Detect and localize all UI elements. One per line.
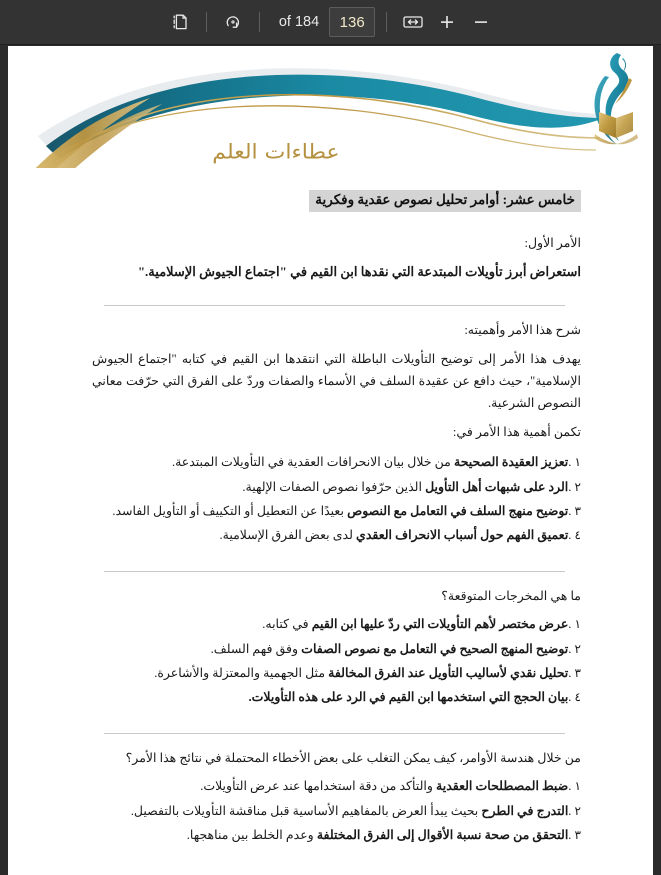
list-item-number: ٢	[574, 479, 581, 494]
list-item-number: ٢	[574, 641, 581, 656]
document-header-banner	[8, 46, 653, 168]
zoom-in-button[interactable]	[430, 7, 464, 37]
list-item-text: من خلال بيان الانحرافات العقدية في التأويلات المبتدعة.	[171, 455, 454, 470]
list-item-text: بعيدًا عن التعطيل أو التكييف أو التأويل الفاسد.	[112, 504, 348, 519]
list-item: ١ .تعزيز العقيدة الصحيحة من خلال بيان الانحرافات العقدية في التأويلات المبتدعة.	[171, 455, 581, 470]
list-item-text: مثل الجهمية والمعتزلة والأشاعرة.	[154, 666, 329, 681]
list-item-emphasis: الرد على شبهات أهل التأويل	[425, 479, 569, 494]
fit-to-width-button[interactable]	[396, 7, 430, 37]
block-paragraph: تكمن أهمية هذا الأمر في:	[452, 425, 581, 440]
order-label: الأمر الأول:	[524, 235, 581, 250]
list-item-number: ١	[574, 617, 581, 632]
rotate-clockwise-icon	[224, 13, 242, 31]
brand-wordmark: عطاءات العلم	[212, 141, 340, 164]
list-item: ٤ .بيان الحجج التي استخدمها ابن القيم في الرد على هذه التأويلات.	[248, 690, 581, 705]
block-paragraph: يهدف هذا الأمر إلى توضيح التأويلات الباطلة التي انتقدها ابن القيم في كتابه "اجتماع الجيوش الإسلامية"، حيث دافع عن عقيدة السلف في الأسماء والصفات وردّ على الفرق التي حرّفت معاني النصوص الشرعية.	[92, 351, 581, 410]
document-body	[8, 168, 653, 847]
list-item: ٣ .توضيح منهج السلف في التعامل مع النصوص بعيدًا عن التعطيل أو التكييف أو التأويل الفاسد.	[112, 504, 581, 519]
toolbar-separator-2	[259, 12, 260, 32]
list-item-number: ٤	[574, 528, 581, 543]
list-item-emphasis: توضيح منهج السلف في التعامل مع النصوص	[347, 504, 569, 519]
list-item-emphasis: التحقق من صحة نسبة الأقوال إلى الفرق المختلفة	[316, 827, 569, 842]
zoom-out-button[interactable]	[464, 7, 498, 37]
fit-to-width-icon	[403, 14, 423, 30]
pdf-viewer-toolbar	[0, 0, 661, 45]
list-item-emphasis: تحليل نقدي لأساليب التأويل عند الفرق المخالفة	[328, 666, 569, 681]
list-item-number: ١	[574, 455, 581, 470]
page-view-button[interactable]	[163, 7, 197, 37]
list-item-number: ١	[574, 779, 581, 794]
list-item-emphasis: التدرج في الطرح	[481, 803, 569, 818]
numbered-list	[92, 612, 581, 710]
list-item-number: ٤	[574, 690, 581, 705]
section-divider	[104, 305, 565, 306]
list-item-number: ٢	[574, 803, 581, 818]
pdf-page-canvas[interactable]	[8, 46, 653, 875]
list-item-emphasis: عرض مختصر لأهم التأويلات التي ردّ عليها ابن القيم	[311, 617, 569, 632]
list-item-emphasis: توضيح المنهج الصحيح في التعامل مع نصوص الصفات	[301, 641, 569, 656]
order-statement: استعراض أبرز تأويلات المبتدعة التي نقدها ابن القيم في "اجتماع الجيوش الإسلامية."	[137, 263, 581, 279]
page-number-input[interactable]	[329, 7, 375, 37]
list-item-number: ٣	[574, 827, 581, 842]
list-item-emphasis: تعزيز العقيدة الصحيحة	[454, 455, 569, 470]
list-item-text: بحيث يبدأ العرض بالمفاهيم الأساسية قبل مناقشة التأويلات بالتفصيل.	[130, 803, 482, 818]
rotate-button[interactable]	[216, 7, 250, 37]
list-item-text: الذين حرّفوا نصوص الصفات الإلهية.	[242, 479, 426, 494]
section-divider	[104, 571, 565, 572]
numbered-list	[92, 774, 581, 847]
toolbar-separator-1	[386, 12, 387, 32]
section-title-row	[92, 168, 581, 212]
list-item-text: والتأكد من دقة استخدامها عند عرض التأويلات.	[200, 779, 437, 794]
list-item-number: ٣	[574, 504, 581, 519]
block-heading: شرح هذا الأمر وأهميته:	[464, 323, 581, 338]
content-block	[92, 571, 581, 710]
list-item: ١ .عرض مختصر لأهم التأويلات التي ردّ عليها ابن القيم في كتابه.	[262, 617, 581, 632]
section-title: خامس عشر: أوامر تحليل نصوص عقدية وفكرية	[309, 190, 581, 212]
page-layout-icon	[170, 13, 190, 31]
book-flourish-logo	[585, 48, 647, 152]
minus-icon	[473, 14, 489, 30]
content-block	[92, 305, 581, 547]
block-heading: من خلال هندسة الأوامر، كيف يمكن التغلب على بعض الأخطاء المحتملة في نتائج هذا الأمر؟	[125, 750, 581, 765]
content-blocks	[92, 305, 581, 847]
list-item-number: ٣	[574, 666, 581, 681]
numbered-list	[92, 450, 581, 548]
list-item: ٣ .التحقق من صحة نسبة الأقوال إلى الفرق المختلفة وعدم الخلط بين مناهجها.	[186, 827, 581, 842]
page-total-label: of 184	[278, 14, 320, 30]
section-divider	[104, 733, 565, 734]
list-item: ٢ .توضيح المنهج الصحيح في التعامل مع نصوص الصفات وفق فهم السلف.	[210, 641, 581, 656]
list-item-text: وفق فهم السلف.	[210, 641, 302, 656]
list-item: ٢ .الرد على شبهات أهل التأويل الذين حرّفوا نصوص الصفات الإلهية.	[242, 479, 581, 494]
list-item: ٢ .التدرج في الطرح بحيث يبدأ العرض بالمفاهيم الأساسية قبل مناقشة التأويلات بالتفصيل.	[130, 803, 581, 818]
list-item-emphasis: بيان الحجج التي استخدمها ابن القيم في الرد على هذه التأويلات.	[248, 690, 569, 705]
list-item-text: لدى بعض الفرق الإسلامية.	[219, 528, 357, 543]
toolbar-controls-group	[163, 7, 498, 37]
toolbar-separator-3	[206, 12, 207, 32]
content-block	[92, 733, 581, 848]
list-item: ١ .ضبط المصطلحات العقدية والتأكد من دقة استخدامها عند عرض التأويلات.	[200, 779, 581, 794]
list-item: ٤ .تعميق الفهم حول أسباب الانحراف العقدي لدى بعض الفرق الإسلامية.	[219, 528, 581, 543]
list-item: ٣ .تحليل نقدي لأساليب التأويل عند الفرق المخالفة مثل الجهمية والمعتزلة والأشاعرة.	[154, 666, 581, 681]
plus-icon	[439, 14, 455, 30]
list-item-text: وعدم الخلط بين مناهجها.	[186, 827, 317, 842]
list-item-emphasis: تعميق الفهم حول أسباب الانحراف العقدي	[356, 528, 569, 543]
list-item-text: في كتابه.	[262, 617, 312, 632]
block-heading: ما هي المخرجات المتوقعة؟	[441, 588, 581, 603]
list-item-emphasis: ضبط المصطلحات العقدية	[436, 779, 569, 794]
